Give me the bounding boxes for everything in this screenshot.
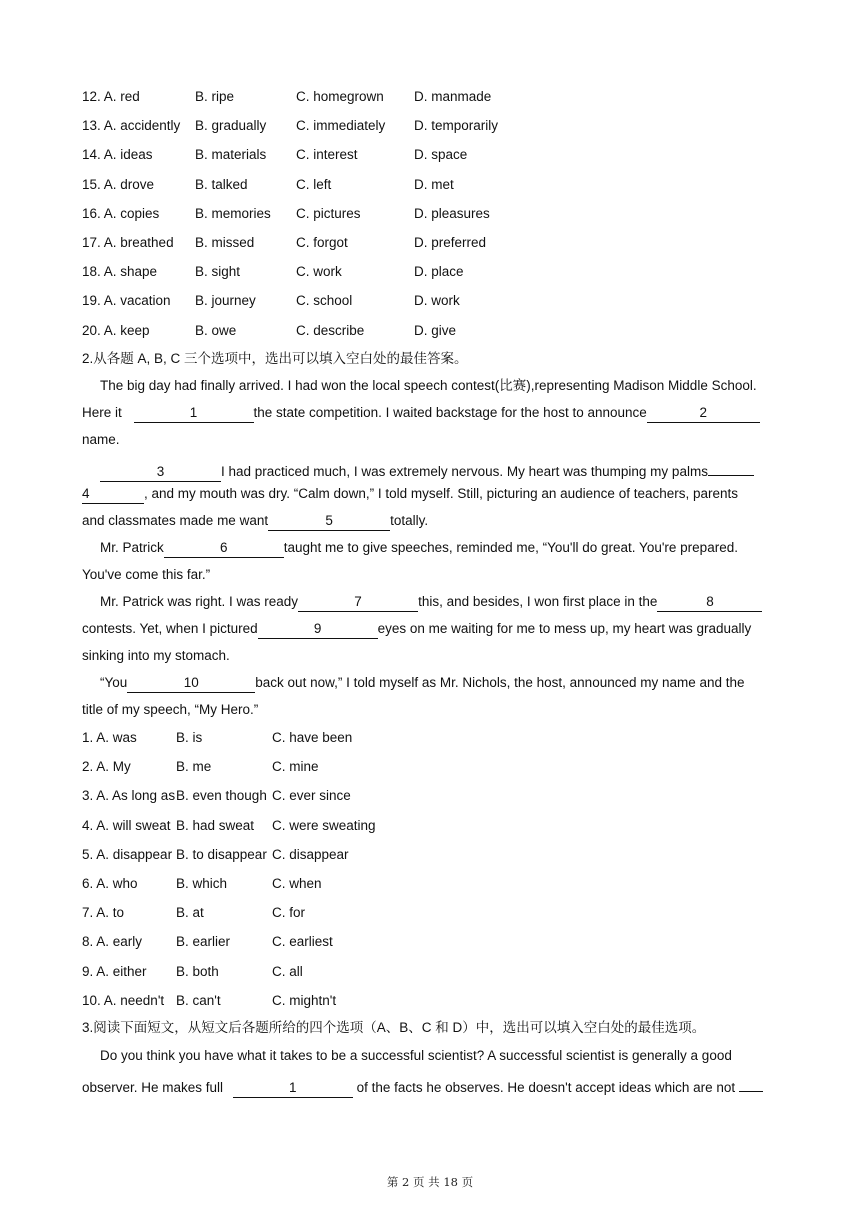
blank-10: 10	[127, 674, 255, 693]
option-c: C. work	[296, 264, 342, 280]
passage-line	[82, 484, 779, 504]
passage-line: name.	[82, 432, 120, 447]
option-b: B. ripe	[195, 89, 235, 104]
option-a: 15. A. drove	[82, 176, 155, 192]
option-b: B. me	[176, 759, 212, 775]
passage-text: and classmates made me want	[82, 513, 269, 528]
option-b: B. missed	[195, 235, 255, 250]
option-a: 3. A. As long as	[82, 788, 176, 804]
option-a: 4. A. will sweat	[82, 817, 171, 833]
blank-6: 6	[164, 539, 284, 558]
option-b: B. had sweat	[176, 817, 255, 833]
option-a: 17. A. breathed	[82, 235, 174, 250]
option-d: D. pleasures	[414, 205, 490, 221]
passage-text: Mr. Patrick	[100, 540, 164, 555]
option-d: D. give	[414, 322, 457, 338]
blank-4: 4	[82, 485, 144, 504]
option-a: 6. A. who	[82, 876, 138, 891]
option-b: B. journey	[195, 293, 256, 309]
passage-line: Do you think you have what it takes to be a successful scientist? A successful scientist is generally a good	[100, 1048, 732, 1063]
passage-text: eyes on me waiting for me to mess up, my heart was gradually	[377, 621, 752, 636]
passage-text: , and my mouth was dry. “Calm down,” I told myself. Still, picturing an audience of teachers, parents	[144, 486, 739, 501]
page-footer: 第 2 页 共 18 页	[386, 1175, 474, 1189]
option-c: C. all	[272, 963, 303, 979]
option-b: B. memories	[195, 205, 271, 221]
option-b: B. is	[176, 730, 203, 745]
passage-text: Here it	[82, 405, 126, 420]
passage-line: The big day had finally arrived. I had won the local speech contest(比赛),representing Madison Middle School.	[100, 378, 757, 393]
option-c: C. pictures	[296, 205, 361, 221]
option-b: B. at	[176, 905, 204, 921]
option-a: 12. A. red	[82, 89, 140, 104]
option-c: C. when	[272, 876, 322, 891]
option-d: D. preferred	[414, 235, 487, 250]
blank-8: 8	[657, 593, 762, 612]
option-b: B. gradually	[195, 118, 267, 134]
passage-text: I had practiced much, I was extremely nervous. My heart was thumping my palms	[221, 464, 708, 479]
passage-text: the state competition. I waited backstage for the host to announce	[253, 405, 647, 420]
option-a: 1. A. was	[82, 730, 137, 745]
option-c: C. have been	[272, 730, 353, 745]
option-a: 13. A. accidently	[82, 118, 181, 134]
passage-line	[100, 592, 779, 612]
blank-3: 3	[100, 463, 221, 482]
option-a: 19. A. vacation	[82, 293, 171, 309]
option-c: C. mightn't	[272, 992, 337, 1008]
passage-text: observer. He makes full	[82, 1080, 227, 1095]
option-d: D. place	[414, 264, 464, 280]
blank-7: 7	[298, 593, 418, 612]
option-b: B. even though	[176, 788, 267, 804]
passage-line: title of my speech, “My Hero.”	[82, 702, 259, 717]
option-b: B. owe	[195, 322, 237, 338]
option-a: 20. A. keep	[82, 322, 150, 338]
option-d: D. space	[414, 147, 468, 163]
passage-text: this, and besides, I won first place in the	[418, 594, 658, 609]
option-a: 5. A. disappear	[82, 846, 173, 862]
blank-1: 1	[134, 404, 254, 423]
option-c: C. immediately	[296, 118, 386, 134]
option-b: B. earlier	[176, 934, 231, 950]
option-c: C. interest	[296, 147, 358, 163]
option-a: 2. A. My	[82, 759, 131, 775]
option-c: C. earliest	[272, 934, 333, 950]
blank-5: 5	[268, 512, 390, 531]
option-c: C. mine	[272, 759, 319, 775]
option-c: C. were sweating	[272, 817, 376, 833]
option-c: C. for	[272, 905, 306, 921]
passage-text: back out now,” I told myself as Mr. Nichols, the host, announced my name and the	[255, 675, 745, 690]
option-d: D. manmade	[414, 89, 492, 104]
option-b: B. can't	[176, 992, 221, 1008]
option-c: C. homegrown	[296, 89, 384, 104]
option-a: 10. A. needn't	[82, 992, 165, 1008]
passage-text: contests. Yet, when I pictured	[82, 621, 258, 636]
passage-line	[82, 619, 779, 639]
option-b: B. talked	[195, 176, 248, 192]
passage-line: You've come this far.”	[82, 567, 211, 582]
blank-9: 9	[258, 620, 378, 639]
blank-1: 1	[233, 1079, 353, 1098]
option-d: D. work	[414, 293, 460, 309]
option-a: 18. A. shape	[82, 264, 158, 280]
option-b: B. both	[176, 963, 219, 979]
passage-text: taught me to give speeches, reminded me, “You'll do great. You're prepared.	[283, 540, 738, 555]
passage-line	[82, 1073, 779, 1093]
option-b: B. materials	[195, 147, 267, 163]
passage-line	[82, 511, 779, 531]
option-c: C. ever since	[272, 788, 351, 804]
blank-2: 2	[647, 404, 760, 423]
option-b: B. which	[176, 876, 228, 891]
blank-4-start	[708, 457, 754, 476]
section3-heading: 3.阅读下面短文，从短文后各题所给的四个选项（A、B、C 和 D）中，选出可以填入空白处的最佳选项。	[82, 1020, 706, 1035]
option-c: C. describe	[296, 322, 365, 338]
option-c: C. forgot	[296, 235, 348, 250]
passage-text: “You	[100, 675, 128, 690]
option-b: B. sight	[195, 264, 241, 280]
option-a: 14. A. ideas	[82, 147, 153, 163]
option-c: C. school	[296, 293, 353, 309]
option-a: 16. A. copies	[82, 205, 160, 221]
section2-heading: 2.从各题 A, B, C 三个选项中，选出可以填入空白处的最佳答案。	[82, 351, 468, 366]
option-d: D. temporarily	[414, 118, 499, 134]
option-a: 7. A. to	[82, 905, 125, 921]
option-b: B. to disappear	[176, 846, 267, 862]
option-d: D. met	[414, 176, 454, 192]
passage-text: of the facts he observes. He doesn't accept ideas which are not	[352, 1080, 739, 1095]
blank-2	[739, 1073, 763, 1092]
passage-line	[100, 673, 779, 693]
passage-line: sinking into my stomach.	[82, 648, 230, 663]
option-c: C. disappear	[272, 846, 349, 862]
option-a: 9. A. either	[82, 963, 147, 979]
option-c: C. left	[296, 176, 332, 192]
passage-text: Mr. Patrick was right. I was ready	[100, 594, 299, 609]
passage-text: totally.	[390, 513, 429, 528]
passage-line	[100, 457, 779, 477]
option-a: 8. A. early	[82, 934, 143, 950]
passage-line	[100, 538, 779, 558]
passage-line	[82, 403, 779, 423]
